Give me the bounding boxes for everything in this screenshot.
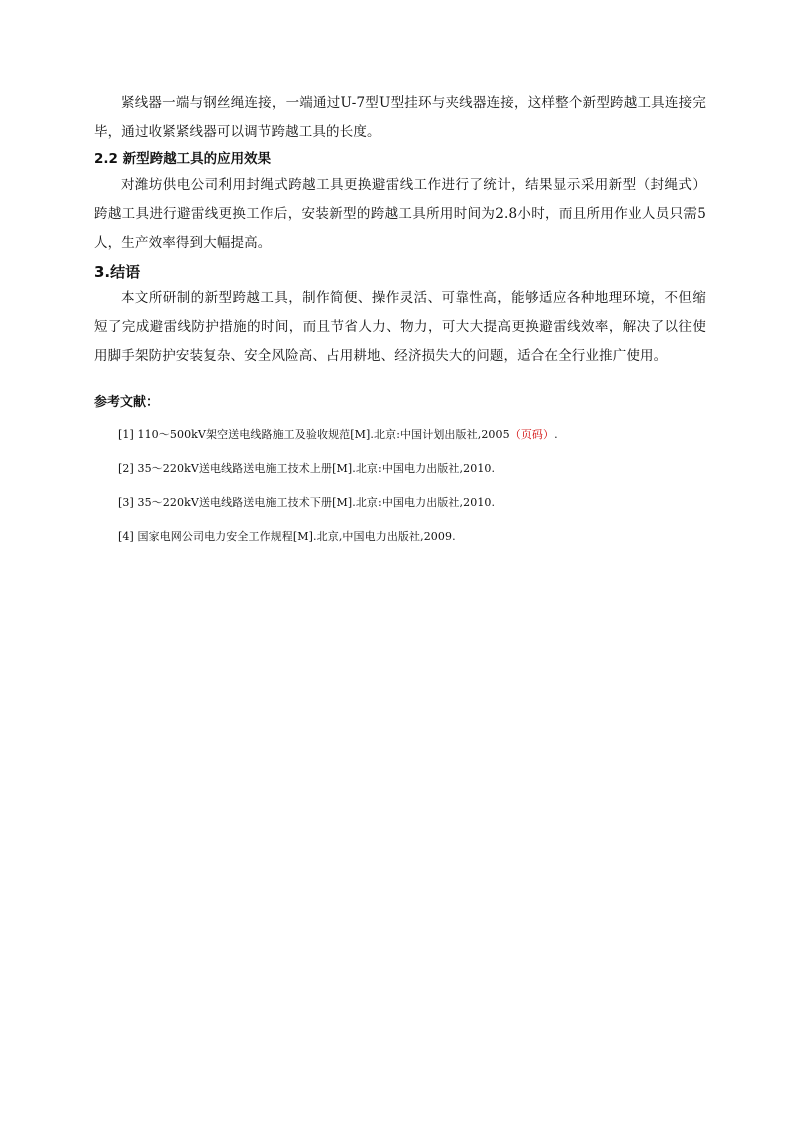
section-heading-2-2: 2.2 新型跨越工具的应用效果 [94,151,272,167]
reference-item-1 [118,427,706,442]
reference-1-page-note: （页码） [509,428,555,441]
section-heading-conclusion: 3.结语 [94,263,141,281]
reference-list [94,427,706,544]
references-heading: 参考文献： [94,395,160,410]
reference-item-4: [4] 国家电网公司电力安全工作规程[M].北京,中国电力出版社,2009. [118,530,456,543]
paragraph-application-effect: 对潍坊供电公司利用封绳式跨越工具更换避雷线工作进行了统计，结果显示采用新型（封绳式）跨越工具进行避雷线更换工作后，安装新型的跨越工具所用时间为2.8小时，而且所用作业人员只需5人，生产效率得到大幅提高。 [94,177,706,251]
paragraph-tensioner: 紧线器一端与钢丝绳连接，一端通过U-7型U型挂环与夹线器连接，这样整个新型跨越工具连接完毕，通过收紧紧线器可以调节跨越工具的长度。 [94,95,706,140]
paragraph-conclusion: 本文所研制的新型跨越工具，制作简便、操作灵活、可靠性高，能够适应各种地理环境，不但缩短了完成避雷线防护措施的时间，而且节省人力、物力，可大大提高更换避雷线效率，解决了以往使用脚手架防护安装复杂、安全风险高、占用耕地、经济损失大的问题，适合在全行业推广使用。 [94,290,706,364]
reference-item-2: [2] 35～220kV送电线路送电施工技术上册[M].北京:中国电力出版社,2010. [118,462,496,475]
reference-item-3: [3] 35～220kV送电线路送电施工技术下册[M].北京:中国电力出版社,2010. [118,496,496,509]
document-page [94,89,706,563]
reference-1-tail: . [554,428,558,441]
reference-1-text: [1] 110～500kV架空送电线路施工及验收规范[M].北京:中国计划出版社,2005 [118,428,510,441]
